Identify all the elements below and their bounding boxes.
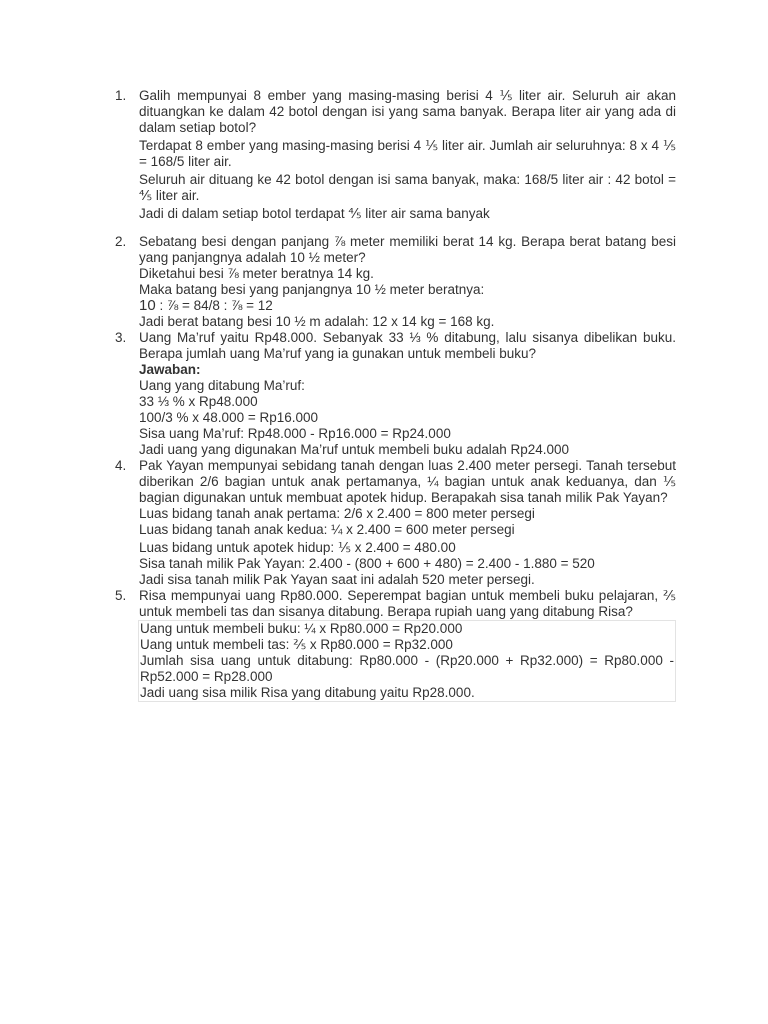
answer-line: Seluruh air dituang ke 42 botol dengan isi sama banyak, maka: 168/5 liter air : 42 botol = ⅘ liter air. (139, 172, 676, 203)
answer-line: 33 ⅓ % x Rp48.000 (139, 394, 258, 409)
question-text: Sebatang besi dengan panjang ⅞ meter memiliki berat 14 kg. Berapa berat batang besi yang panjangnya adalah 10 ½ meter? (139, 234, 676, 265)
answer-conclusion: Jadi di dalam setiap botol terdapat ⅘ liter air sama banyak (139, 206, 490, 221)
item-number: 3. (115, 330, 127, 345)
item-number: 5. (115, 588, 127, 603)
question-list (115, 88, 676, 702)
fraction-whole: 10 (139, 297, 156, 314)
answer-conclusion: Jadi uang yang digunakan Ma’ruf untuk membeli buku adalah Rp24.000 (139, 442, 570, 457)
answer-line: Jumlah sisa uang untuk ditabung: Rp80.000 - (Rp20.000 + Rp32.000) = Rp80.000 - Rp52.000 = Rp28.000 (140, 653, 674, 684)
answer-line: Diketahui besi ⅞ meter beratnya 14 kg. (139, 266, 374, 281)
list-item (115, 458, 676, 588)
answer-line: Sisa tanah milik Pak Yayan: 2.400 - (800 + 600 + 480) = 2.400 - 1.880 = 520 (139, 556, 595, 571)
answer-box (138, 620, 676, 702)
list-item (115, 588, 676, 702)
question-text: Galih mempunyai 8 ember yang masing-masing berisi 4 ⅕ liter air. Seluruh air akan dituangkan ke dalam 42 botol dengan isi yang sama banyak. Berapa liter air yang ada di dalam setiap botol? (139, 88, 676, 135)
answer-heading: Jawaban: (139, 362, 201, 377)
fraction-calc: : ⅞ = 84/8 : ⅞ = 12 (155, 298, 273, 313)
answer-line (139, 298, 676, 314)
list-item (115, 234, 676, 330)
answer-conclusion: Jadi uang sisa milik Risa yang ditabung yaitu Rp28.000. (140, 685, 475, 700)
list-item (115, 330, 676, 458)
answer-line: Luas bidang untuk apotek hidup: ⅕ x 2.400 = 480.00 (139, 540, 456, 555)
answer-conclusion: Jadi sisa tanah milik Pak Yayan saat ini adalah 520 meter persegi. (139, 572, 535, 587)
answer-line: Terdapat 8 ember yang masing-masing berisi 4 ⅕ liter air. Jumlah air seluruhnya: 8 x 4 ⅕ = 168/5 liter air. (139, 138, 676, 169)
answer-line: Uang untuk membeli buku: ¼ x Rp80.000 = Rp20.000 (140, 621, 463, 636)
item-number: 1. (115, 88, 127, 103)
question-text: Risa mempunyai uang Rp80.000. Seperempat bagian untuk membeli buku pelajaran, ⅖ untuk membeli tas dan sisanya ditabung. Berapa rupiah uang yang ditabung Risa? (139, 588, 676, 619)
question-text: Uang Ma’ruf yaitu Rp48.000. Sebanyak 33 ⅓ % ditabung, lalu sisanya dibelikan buku. Berapa jumlah uang Ma’ruf yang ia gunakan untuk membeli buku? (139, 330, 676, 361)
item-number: 4. (115, 458, 127, 473)
answer-line: Uang yang ditabung Ma’ruf: (139, 378, 305, 393)
answer-line: Luas bidang tanah anak kedua: ¼ x 2.400 = 600 meter persegi (139, 522, 515, 537)
answer-line: Luas bidang tanah anak pertama: 2/6 x 2.400 = 800 meter persegi (139, 506, 535, 521)
item-number: 2. (115, 234, 127, 249)
answer-line: Sisa uang Ma’ruf: Rp48.000 - Rp16.000 = Rp24.000 (139, 426, 451, 441)
list-item (115, 88, 676, 222)
answer-conclusion: Jadi berat batang besi 10 ½ m adalah: 12 x 14 kg = 168 kg. (139, 314, 495, 329)
answer-line: 100/3 % x 48.000 = Rp16.000 (139, 410, 319, 425)
answer-line: Maka batang besi yang panjangnya 10 ½ meter beratnya: (139, 282, 485, 297)
answer-line: Uang untuk membeli tas: ⅖ x Rp80.000 = Rp32.000 (140, 637, 453, 652)
question-text: Pak Yayan mempunyai sebidang tanah dengan luas 2.400 meter persegi. Tanah tersebut diberikan 2/6 bagian untuk anak pertamanya, ¼ bagian untuk anak keduanya, dan ⅕ bagian digunakan untuk membuat apotek hidup. Berapakah sisa tanah milik Pak Yayan? (139, 458, 676, 505)
